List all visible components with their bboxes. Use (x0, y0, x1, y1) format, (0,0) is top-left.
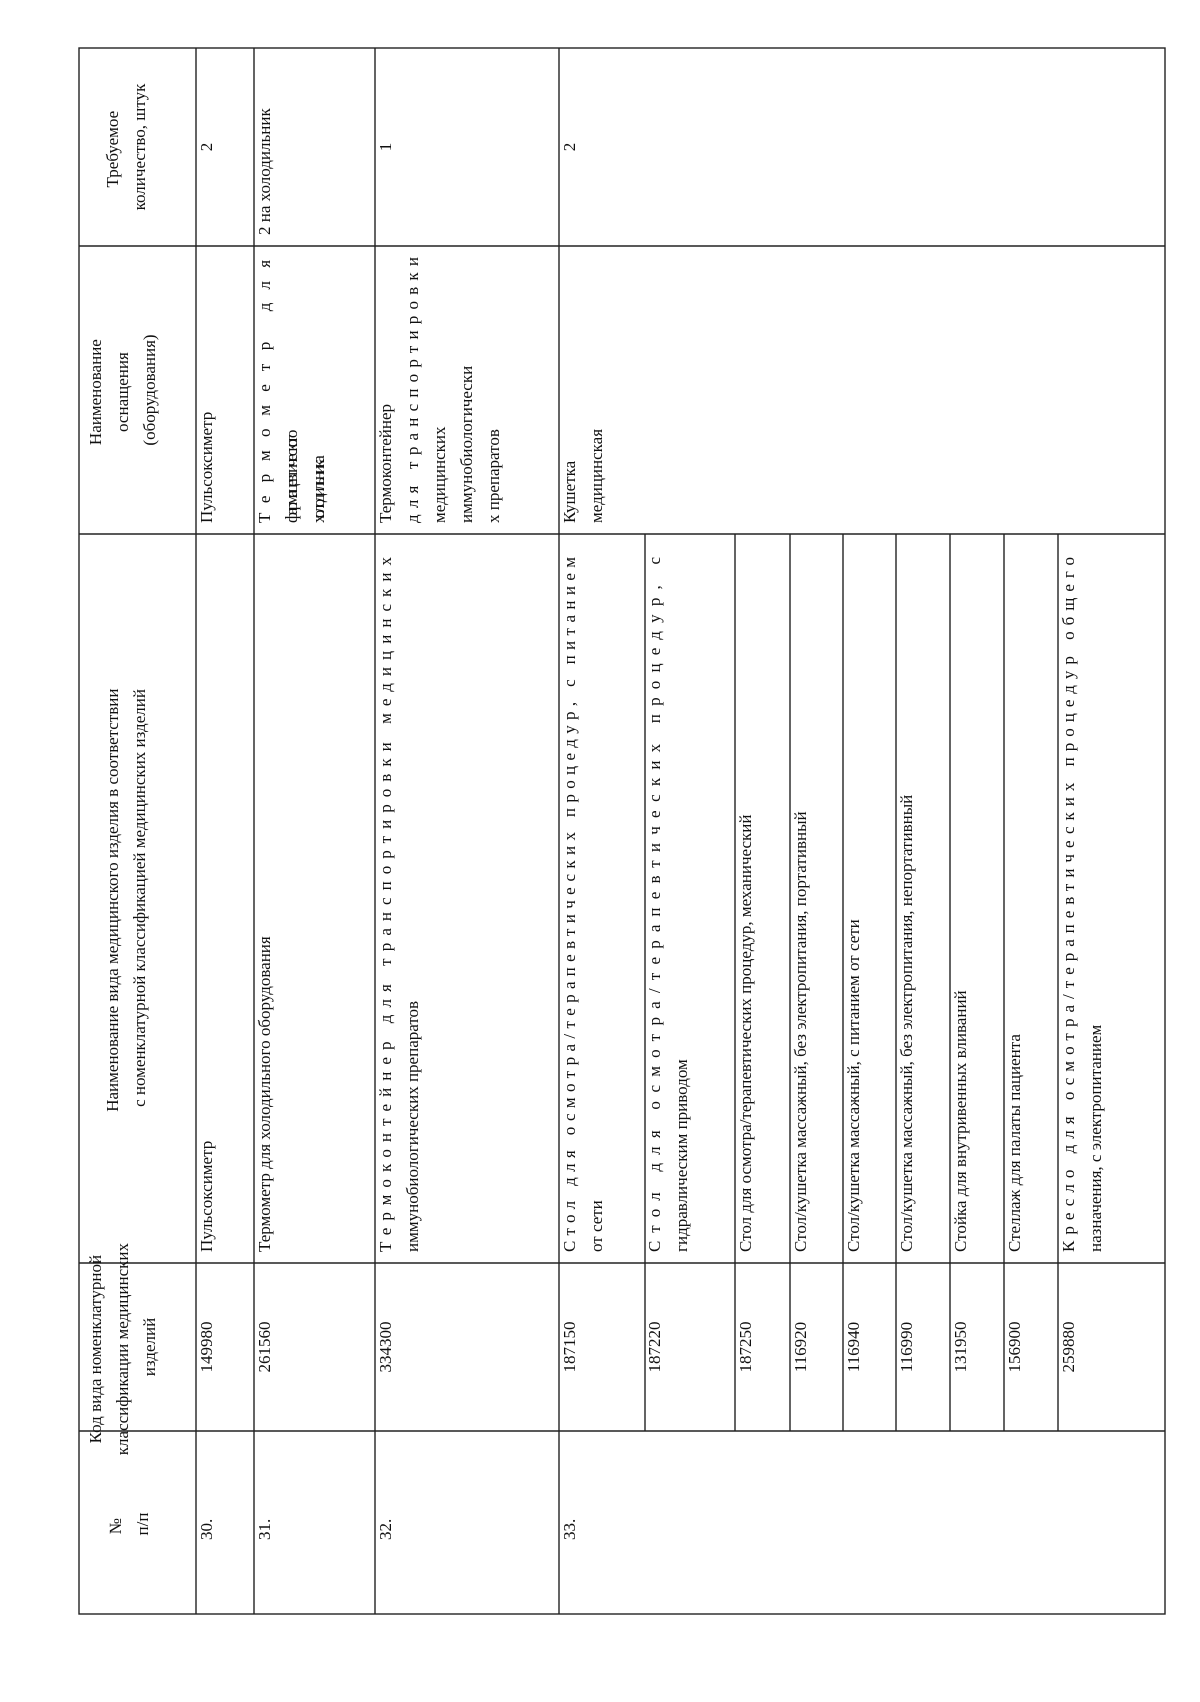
device-name: Кресло для осмотра/терапевтических процедур общего назначения, с электропитанием (1059, 557, 1105, 1252)
code-cell: 116920 (791, 1321, 810, 1373)
device-name: Термометр для холодильного оборудования (255, 936, 274, 1252)
equipment-name: Термометр для фармацевтического холодильника (255, 259, 328, 523)
header-name: Наименование вида медицинского изделия в соответствии с номенклатурной классификацией медицинских изделий (103, 688, 149, 1112)
quantity: 2 на холодильник (255, 108, 274, 235)
device-name: Термоконтейнер для транспортировки медицинских иммунобиологических препаратов (376, 557, 422, 1252)
device-name: Стол/кушетка массажный, с питанием от сети (844, 919, 863, 1252)
item-rows (197, 545, 1105, 1373)
code-cell: 131950 (951, 1321, 970, 1373)
code-cell: 261560 (255, 1321, 274, 1373)
row-num: 33. (560, 1518, 579, 1540)
device-name: Пульсоксиметр (197, 1140, 216, 1252)
header-equipment: Наименование оснащения (оборудования) (86, 334, 159, 446)
header-qty: Требуемое количество, штук (103, 83, 149, 211)
device-name: Стол/кушетка массажный, без электропитания, портативный (791, 811, 810, 1252)
code-cell: 259880 (1059, 1321, 1078, 1373)
device-name: Стол для осмотра/терапевтических процедур, механический (736, 814, 755, 1252)
device-name: Стойка для внутривенных вливаний (951, 990, 970, 1252)
row-num: 32. (376, 1518, 395, 1540)
equipment-name: Термоконтейнер для транспортировки медицинских иммунобиологически х препаратов (376, 257, 503, 523)
quantity: 2 (560, 142, 579, 152)
code-cell: 187150 (560, 1321, 579, 1373)
row-num: 30. (197, 1518, 216, 1540)
code-cell: 116940 (844, 1321, 863, 1373)
device-name: Стеллаж для палаты пациента (1005, 1034, 1024, 1252)
code-cell: 187250 (736, 1321, 755, 1373)
row-num: 31. (255, 1518, 274, 1540)
code-cell: 187220 (645, 1321, 664, 1373)
table-grid (79, 48, 1165, 1614)
table-border (79, 48, 1165, 1614)
device-name: Стол для осмотра/терапевтических процедур, с питанием от сети (560, 556, 606, 1252)
device-name: Стол для осмотра/терапевтических процедур, с гидравлическим приводом (645, 557, 691, 1252)
code-cell: 116990 (897, 1321, 916, 1373)
code-cell: 156900 (1005, 1321, 1024, 1373)
equipment-name: Кушетка медицинская (560, 428, 606, 523)
quantity: 2 (197, 142, 216, 152)
header-num: № п/п (106, 1512, 152, 1536)
table-header (86, 83, 159, 1536)
equipment-name: Пульсоксиметр (197, 411, 216, 523)
code-cell: 334300 (376, 1321, 395, 1373)
header-code: Код вида номенклатурной классификации медицинских изделий (86, 1243, 159, 1456)
device-name: Стол/кушетка массажный, без электропитания, непортативный (897, 794, 916, 1252)
code-cell: 149980 (197, 1321, 216, 1373)
quantity: 1 (376, 142, 395, 152)
